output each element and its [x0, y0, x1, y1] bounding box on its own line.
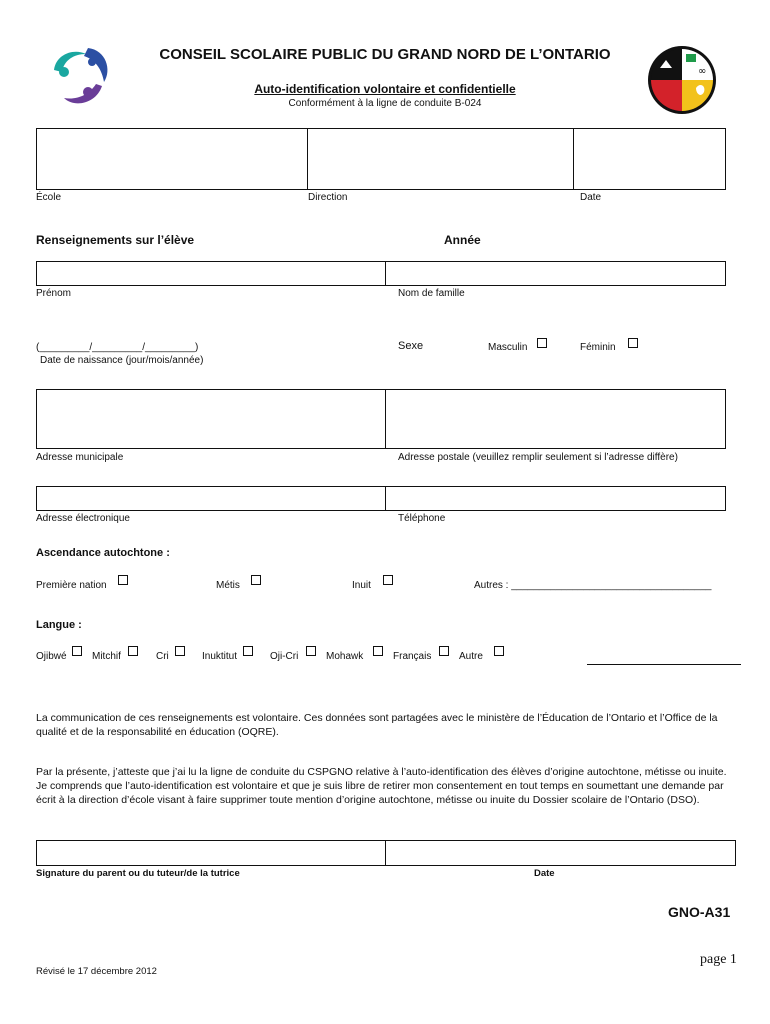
language-option-label: Oji-Cri	[270, 651, 299, 662]
school-date-field[interactable]	[573, 128, 726, 190]
language-option-label: Français	[393, 651, 432, 662]
male-checkbox[interactable]	[537, 338, 547, 348]
email-field[interactable]	[36, 486, 386, 511]
signature-field[interactable]	[36, 840, 386, 866]
language-checkbox-oji-cri[interactable]	[306, 646, 316, 656]
phone-label: Téléphone	[398, 513, 446, 524]
language-option-label: Cri	[156, 651, 169, 662]
signature-date-label: Date	[534, 868, 555, 879]
school-date-label: Date	[580, 192, 602, 203]
year-title: Année	[444, 233, 481, 247]
direction-field[interactable]	[307, 128, 574, 190]
first-name-label: Prénom	[36, 288, 72, 299]
form-subtitle: Auto-identification volontaire et confidentielle	[254, 82, 516, 96]
svg-text:∞: ∞	[698, 66, 707, 77]
municipal-address-label: Adresse municipale	[36, 452, 124, 463]
language-other-line[interactable]	[587, 664, 741, 665]
first-nation-checkbox[interactable]	[118, 575, 128, 585]
revised-date: Révisé le 17 décembre 2012	[36, 966, 157, 977]
language-option-label: Inuktitut	[202, 651, 238, 662]
policy-reference: Conformément à la ligne de conduite B-024	[288, 98, 482, 109]
school-field[interactable]	[36, 128, 308, 190]
inuit-checkbox[interactable]	[383, 575, 393, 585]
language-checkbox-cri[interactable]	[175, 646, 185, 656]
ancestry-title: Ascendance autochtone :	[36, 547, 170, 559]
form-code: GNO-A31	[668, 904, 731, 920]
language-title: Langue :	[36, 619, 82, 631]
page-number: page 1	[700, 952, 737, 967]
language-checkbox-francais[interactable]	[439, 646, 449, 656]
language-option-label: Ojibwé	[36, 651, 67, 662]
language-checkbox-inuktitut[interactable]	[243, 646, 253, 656]
school-label: École	[36, 192, 62, 203]
form-title: CONSEIL SCOLAIRE PUBLIC DU GRAND NORD DE L’ONTARIO	[159, 46, 611, 63]
signature-date-field[interactable]	[385, 840, 736, 866]
last-name-field[interactable]	[385, 261, 726, 286]
consent-paragraph: Par la présente, j’atteste que j’ai lu la ligne de conduite du CSPGNO relative à l’auto-identification des élèves d’origine autochtone, métisse ou inuite. Je comprends que l’auto-identification est volontaire et que je suis libre de retirer mon consentement en tout temps en soumettant une demande par écrit à la direction d’école visant à faire supprimer toute mention d’origine autochtone, métisse ou inuite du Dossier scolaire de l’Ontario (DSO).	[36, 766, 727, 806]
language-checkbox-ojibwe[interactable]	[72, 646, 82, 656]
dob-label: Date de naissance (jour/mois/année)	[40, 355, 204, 366]
phone-field[interactable]	[385, 486, 726, 511]
language-checkbox-mohawk[interactable]	[373, 646, 383, 656]
direction-label: Direction	[308, 192, 348, 203]
email-label: Adresse électronique	[36, 513, 130, 524]
disclosure-paragraph: La communication de ces renseignements est volontaire. Ces données sont partagées avec le ministère de l’Éducation de l’Ontario et l’Office de la qualité et de la responsabilité en éducation (OQRE).	[36, 712, 718, 738]
first-name-field[interactable]	[36, 261, 386, 286]
language-option-label: Mitchif	[92, 651, 121, 662]
last-name-label: Nom de famille	[398, 288, 465, 299]
female-label: Féminin	[580, 342, 616, 353]
language-option-label: Autre	[459, 651, 483, 662]
metis-label: Métis	[216, 580, 240, 591]
municipal-address-field[interactable]	[36, 389, 386, 449]
sex-label: Sexe	[398, 340, 424, 352]
dob-blank[interactable]: (_________/_________/_________)	[36, 342, 199, 353]
metis-checkbox[interactable]	[251, 575, 261, 585]
language-option-label: Mohawk	[326, 651, 364, 662]
student-section-title: Renseignements sur l’élève	[36, 233, 195, 247]
language-checkbox-autre[interactable]	[494, 646, 504, 656]
language-checkbox-mitchif[interactable]	[128, 646, 138, 656]
male-label: Masculin	[488, 342, 528, 353]
inuit-label: Inuit	[352, 580, 371, 591]
signature-label: Signature du parent ou du tuteur/de la tutrice	[36, 868, 240, 879]
ancestry-other-field[interactable]: Autres : ____________________________________	[474, 580, 712, 591]
postal-address-label: Adresse postale (veuillez remplir seulement si l’adresse diffère)	[398, 452, 678, 463]
female-checkbox[interactable]	[628, 338, 638, 348]
postal-address-field[interactable]	[385, 389, 726, 449]
first-nation-label: Première nation	[36, 580, 107, 591]
